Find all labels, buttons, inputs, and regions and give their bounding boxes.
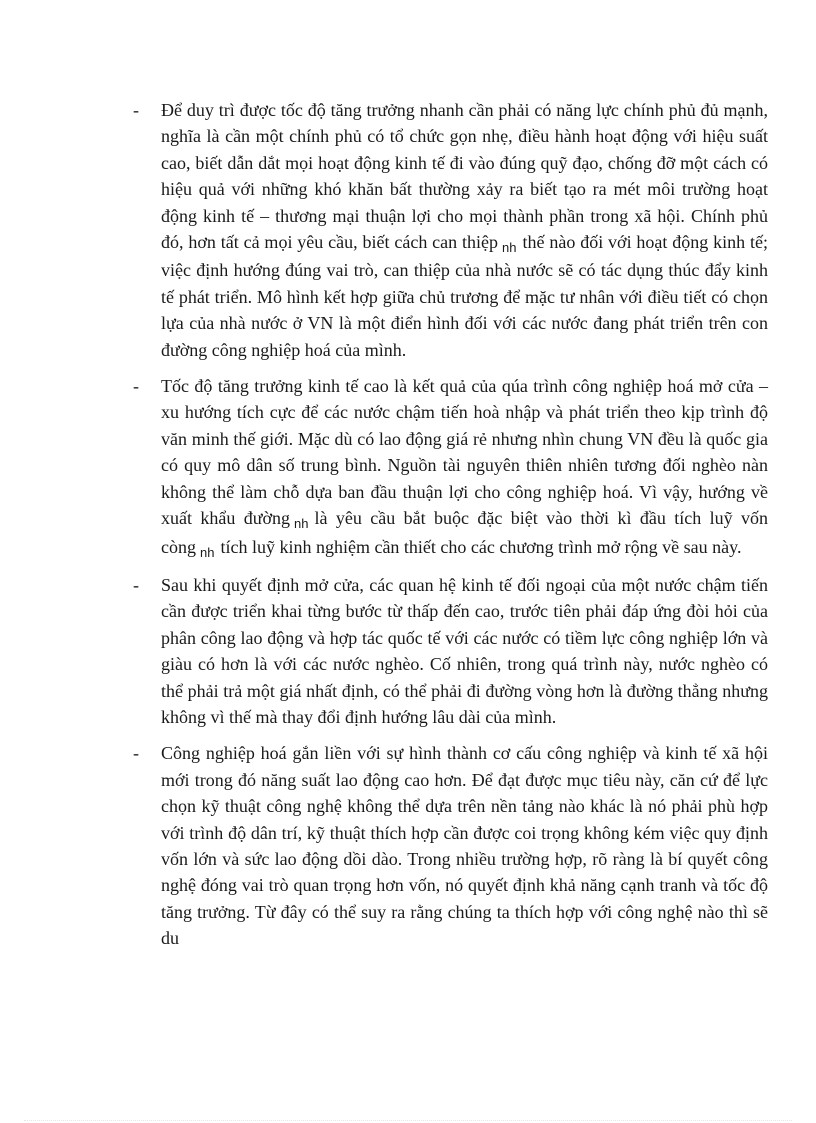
paragraph-text bbox=[161, 373, 768, 562]
paragraph-text bbox=[161, 740, 768, 951]
paragraph-segment: Công nghiệp hoá gắn liền với sự hình thành cơ cấu công nghiệp và kinh tế xã hội mới trong đó năng suất lao động cao hơn. Để đạt được mục tiêu này, căn cứ để lực chọn kỹ thuật công nghệ không thể dựa trên nền tảng nào khác là nó phải phù hợp với trình độ dân trí, kỹ thuật thích hợp cần được coi trọng không kém việc quy định vốn lớn và sức lao động dồi dào. Trong nhiều trường hợp, rõ ràng là bí quyết công nghệ đóng vai trò quan trọng hơn vốn, nó quyết định khả năng cạnh tranh và tốc độ tăng trưởng. Từ đây có thể suy ra rằng chúng ta thích hợp với công nghệ nào thì sẽ du bbox=[161, 743, 768, 949]
paragraph-segment: Sau khi quyết định mở cửa, các quan hệ kinh tế đối ngoại của một nước chậm tiến cần được triển khai từng bước từ thấp đến cao, trước tiên phải đáp ứng đòi hỏi của phân công lao động và hợp tác quốc tế với các nước có tiềm lực công nghiệp lớn và giàu có hơn là với các nước nghèo. Cố nhiên, trong quá trình này, nước nghèo có thể phải trả một giá nhất định, có thể phải đi đường vòng hơn là đường thẳng nhưng không vì thế mà thay đổi định hướng lâu dài của mình. bbox=[161, 574, 768, 727]
inline-fragment: nh bbox=[294, 516, 309, 532]
paragraph-text bbox=[161, 97, 768, 363]
paragraph-text bbox=[161, 572, 768, 730]
paragraph-segment: thế nào đối với hoạt động kinh tế; việc định hướng đúng vai trò, can thiệp của nhà nước sẽ có tác dụng thúc đẩy kinh tế phát triển. Mô hình kết hợp giữa chủ trương để mặc tư nhân với điều tiết có chọn lựa của nhà nước ở VN là một điển hình đối với các nước đang phát triển trên con đường công nghiệp hoá của mình. bbox=[161, 232, 769, 360]
page-bottom-divider bbox=[24, 1120, 792, 1121]
list-item bbox=[133, 97, 768, 363]
paragraph-segment: là yêu cầu bắt buộc đặc biệt vào thời kì đầu tích luỹ vốn còng bbox=[161, 508, 768, 557]
paragraph-segment: Để duy trì được tốc độ tăng trưởng nhanh cần phải có năng lực chính phủ đủ mạnh, nghĩa là cần một chính phủ có tổ chức gọn nhẹ, điều hành hoạt động với hiệu suất cao, biết dẫn dắt mọi hoạt động kinh tế đi vào đúng quỹ đạo, chống đỡ một cách có hiệu quả với những khó khăn bất thường xảy ra biết tạo ra mét môi trường hoạt động kinh tế – thương mại thuận lợi cho mọi thành phần trong xã hội. Chính phủ đó, hơn tất cả mọi yêu cầu, biết cách can thiệp bbox=[161, 100, 768, 253]
inline-fragment: nh bbox=[502, 240, 517, 256]
bullet-dash: - bbox=[133, 574, 139, 595]
bullet-dash: - bbox=[133, 743, 139, 764]
list-item bbox=[133, 740, 768, 951]
bullet-dash: - bbox=[133, 376, 139, 397]
paragraph-segment: tích luỹ kinh nghiệm cần thiết cho các chương trình mở rộng về sau này. bbox=[220, 536, 742, 557]
list-item bbox=[133, 373, 768, 562]
list-item bbox=[133, 572, 768, 730]
document-body bbox=[133, 97, 768, 962]
paragraph-segment: Tốc độ tăng trưởng kinh tế cao là kết quả của qúa trình công nghiệp hoá mở cửa – xu hướng tích cực để các nước chậm tiến hoà nhập và phát triển theo kịp trình độ văn minh thế giới. Mặc dù có lao động giá rẻ nhưng nhìn chung VN đều là quốc gia có quy mô dân số trung bình. Nguồn tài nguyên thiên nhiên tương đối nghèo nàn không thể làm chỗ dựa ban đầu thuận lợi cho công nghiệp hoá. Vì vậy, hướng về xuất khẩu đường bbox=[161, 376, 768, 529]
bullet-dash: - bbox=[133, 100, 139, 120]
inline-fragment: nh bbox=[200, 544, 215, 560]
